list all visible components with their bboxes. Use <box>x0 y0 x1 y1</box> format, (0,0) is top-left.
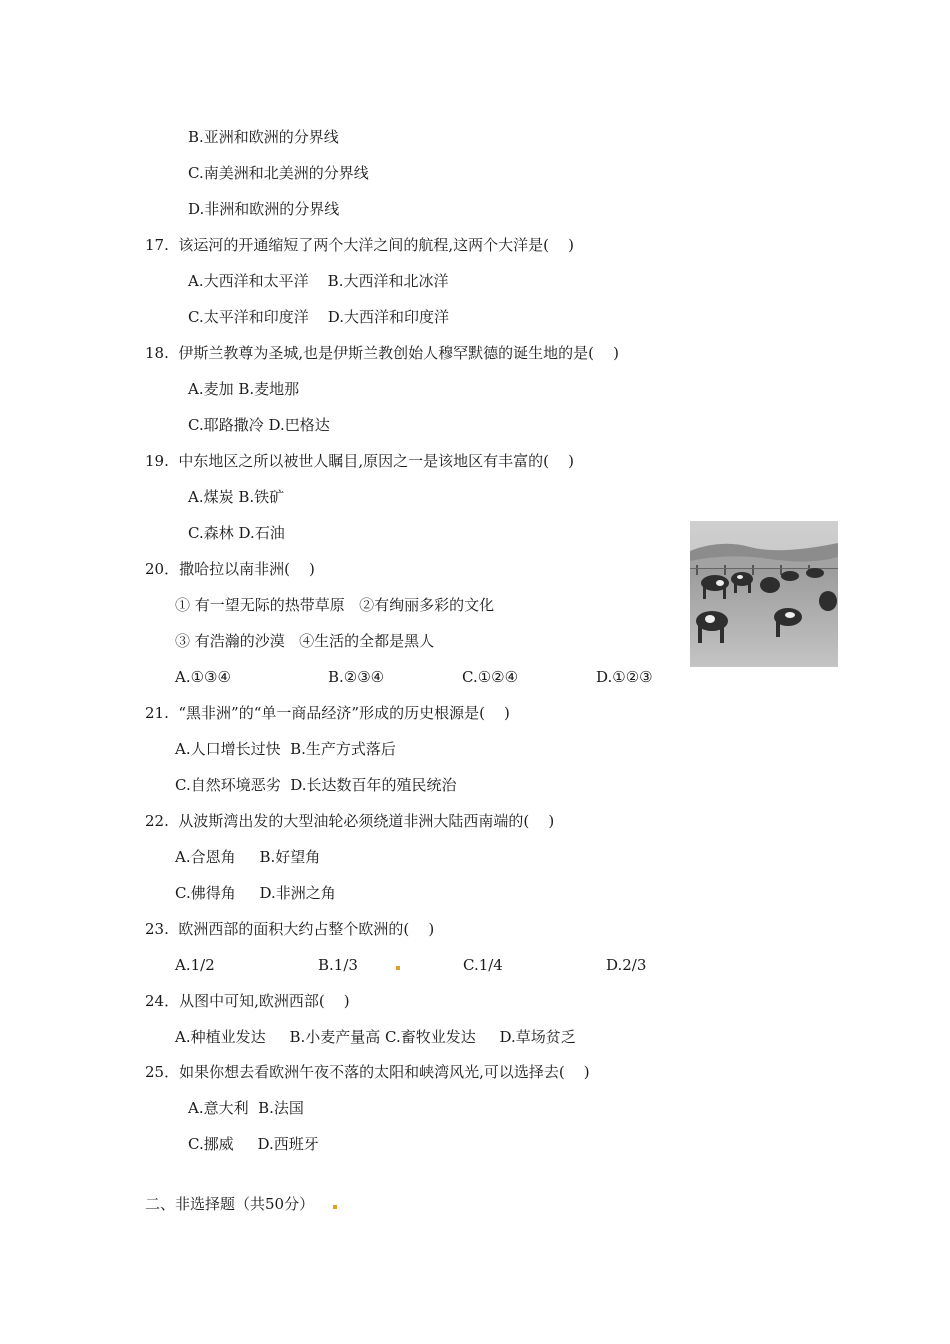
q19-options-cd: C.森林 D.石油 <box>188 524 285 542</box>
q18-stem: 18. 伊斯兰教尊为圣城,也是伊斯兰教创始人穆罕默德的诞生地的是( ) <box>145 344 619 362</box>
q16-option-d: D.非洲和欧洲的分界线 <box>188 200 340 218</box>
q25-options-cd: C.挪威 D.西班牙 <box>188 1135 319 1153</box>
q21-options-cd: C.自然环境恶劣 D.长达数百年的殖民统治 <box>175 776 457 794</box>
q25-stem: 25．如果你想去看欧洲午夜不落的太阳和峡湾风光,可以选择去( ) <box>145 1063 590 1081</box>
q25-options-ab: A.意大利 B.法国 <box>188 1099 304 1117</box>
q18-options-ab: A.麦加 B.麦地那 <box>188 380 300 398</box>
cattle-pasture-photo <box>690 521 838 667</box>
q17-options-cd: C.太平洋和印度洋 D.大西洋和印度洋 <box>188 308 450 326</box>
q20-statements-1-2: ① 有一望无际的热带草原 ②有绚丽多彩的文化 <box>175 596 495 614</box>
section-heading: 二、非选择题（共50分） <box>145 1195 315 1213</box>
q23-option-c: C.1/4 <box>463 956 503 974</box>
q20-option-d: D.①②③ <box>596 668 653 686</box>
q19-options-ab: A.煤炭 B.铁矿 <box>188 488 285 506</box>
q22-options-ab: A.合恩角 B.好望角 <box>175 848 321 866</box>
q19-stem: 19. 中东地区之所以被世人瞩目,原因之一是该地区有丰富的( ) <box>145 452 574 470</box>
q17-options-ab: A.大西洋和太平洋 B.大西洋和北冰洋 <box>188 272 449 290</box>
q23-option-b: B.1/3 <box>318 956 358 974</box>
q23-option-d: D.2/3 <box>606 956 647 974</box>
q22-stem: 22. 从波斯湾出发的大型油轮必须绕道非洲大陆西南端的( ) <box>145 812 555 830</box>
q21-stem: 21. “黑非洲”的“单一商品经济”形成的历史根源是( ) <box>145 704 510 722</box>
q20-option-a: A.①③④ <box>175 668 231 686</box>
q21-options-ab: A.人口增长过快 B.生产方式落后 <box>175 740 396 758</box>
highlight-mark <box>396 966 400 970</box>
q20-option-c: C.①②④ <box>462 668 519 686</box>
q20-statements-3-4: ③ 有浩瀚的沙漠 ④生活的全都是黑人 <box>175 632 435 650</box>
q17-stem: 17. 该运河的开通缩短了两个大洋之间的航程,这两个大洋是( ) <box>145 236 574 254</box>
q20-stem: 20．撒哈拉以南非洲( ) <box>145 560 315 578</box>
q23-option-a: A.1/2 <box>175 956 215 974</box>
q23-stem: 23. 欧洲西部的面积大约占整个欧洲的( ) <box>145 920 435 938</box>
q20-option-b: B.②③④ <box>328 668 385 686</box>
q16-option-b: B.亚洲和欧洲的分界线 <box>188 128 339 146</box>
q22-options-cd: C.佛得角 D.非洲之角 <box>175 884 336 902</box>
q16-option-c: C.南美洲和北美洲的分界线 <box>188 164 369 182</box>
q18-options-cd: C.耶路撒冷 D.巴格达 <box>188 416 330 434</box>
highlight-mark <box>333 1205 337 1209</box>
q24-options: A.种植业发达 B.小麦产量高 C.畜牧业发达 D.草场贫乏 <box>175 1028 576 1046</box>
q24-stem: 24．从图中可知,欧洲西部( ) <box>145 992 350 1010</box>
